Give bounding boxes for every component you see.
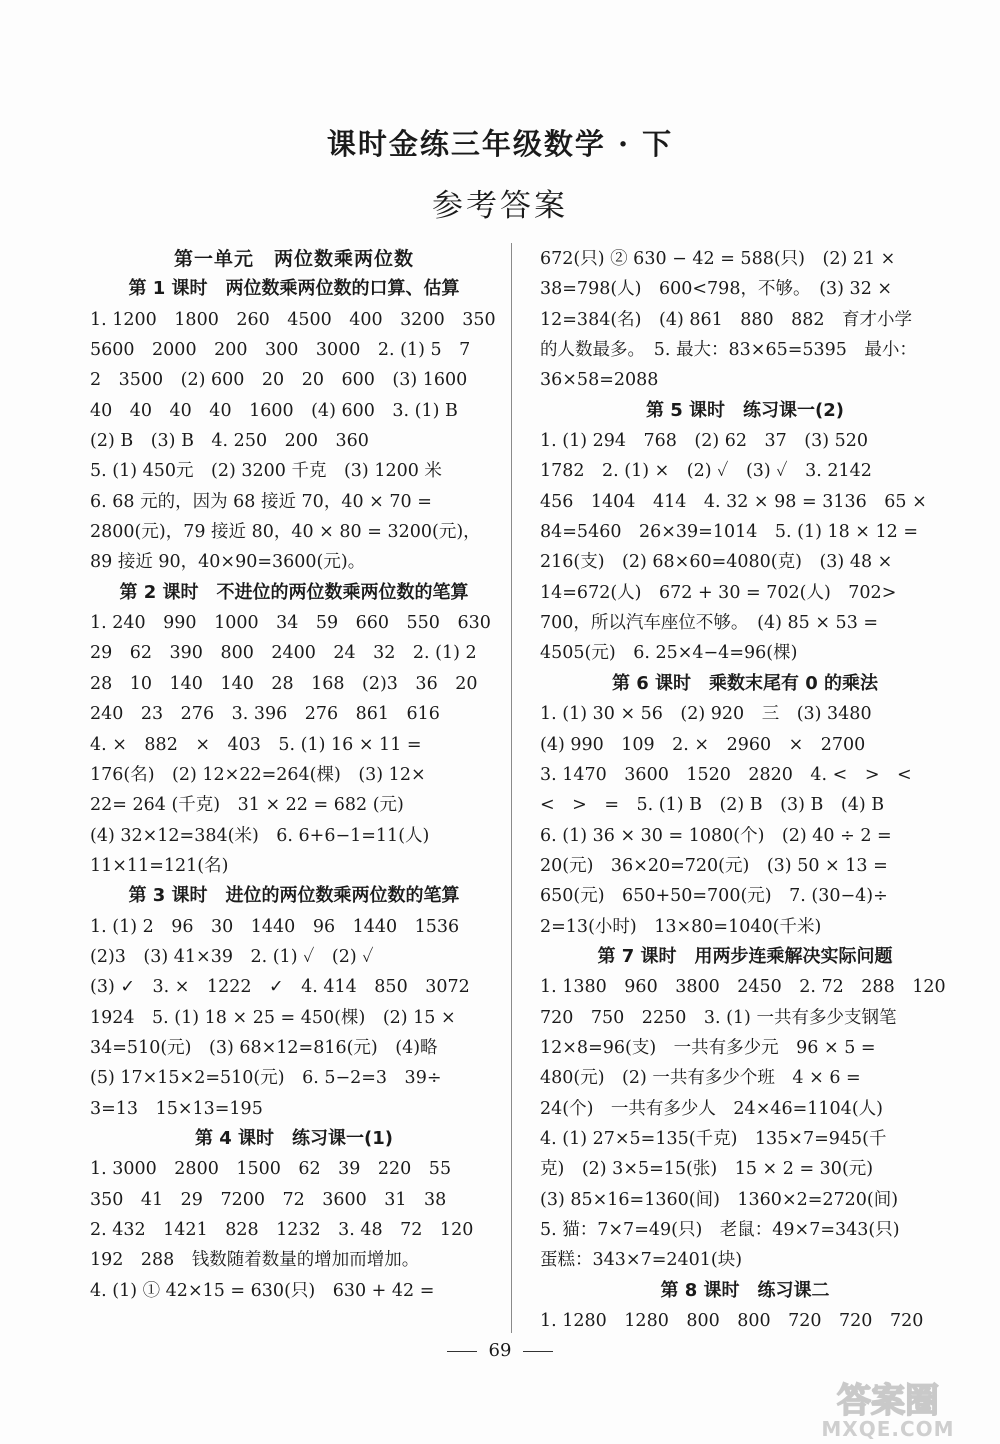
watermark-logo <box>790 1376 986 1440</box>
answer-line: 2. 432 1421 828 1232 3. 48 72 120 <box>90 1220 474 1240</box>
answer-line: 11×11=121(名) <box>90 855 229 876</box>
answer-line: 40 40 40 40 1600 (4) 600 3. (1) B <box>90 400 458 421</box>
lesson-heading: 第 6 课时 乘数末尾有 0 的乘法 <box>611 672 879 694</box>
answer-line: (4) 32×12=384(米) 6. 6+6−1=11(人) <box>90 825 430 846</box>
footer-dash-left <box>447 1351 477 1352</box>
answer-line: 1. 1380 960 3800 2450 2. 72 288 120 <box>540 977 946 998</box>
answer-line: 1. (1) 2 96 30 1440 96 1440 1536 <box>90 916 460 937</box>
lesson-heading: 第 5 课时 练习课一(2) <box>645 399 845 421</box>
answer-line: 5600 2000 200 300 3000 2. (1) 5 7 <box>90 340 471 361</box>
answer-line: 84=5460 26×39=1014 5. (1) 18 × 12 = <box>540 522 919 543</box>
lesson-heading: 第 7 课时 用两步连乘解决实际问题 <box>597 945 893 967</box>
lesson-heading: 第 1 课时 两位数乘两位数的口算、估算 <box>128 278 460 300</box>
answer-line: 2800(元)，79 接近 80，40 × 80 = 3200(元)， <box>90 522 481 543</box>
answer-line: 1. 3000 2800 1500 62 39 220 55 <box>90 1159 452 1180</box>
answer-line: 蛋糕：343×7=2401(块) <box>540 1250 743 1271</box>
answer-column-left <box>90 244 498 1306</box>
answer-line: 4. (1) ① 42×15 = 630(只) 630 + 42 = <box>90 1280 435 1301</box>
page-number-footer <box>0 1340 1000 1361</box>
answer-line: 6. 68 元的，因为 68 接近 70，40 × 70 = <box>90 491 432 512</box>
answer-line: 4505(元) 6. 25×4−4=96(棵) <box>540 643 798 664</box>
page-title: 课时金练三年级数学 · 下 <box>326 127 674 161</box>
answer-line: (2) B (3) B 4. 250 200 360 <box>90 431 369 452</box>
lesson-heading: 第 3 课时 进位的两位数乘两位数的笔算 <box>128 885 460 907</box>
unit-heading: 第一单元 两位数乘两位数 <box>173 248 414 270</box>
lesson-heading: 第 2 课时 不进位的两位数乘两位数的笔算 <box>119 581 469 603</box>
answer-line: 350 41 29 7200 72 3600 31 38 <box>90 1189 447 1210</box>
answer-line: 650(元) 650+50=700(元) 7. (30−4)÷ <box>540 886 888 907</box>
answer-line: 240 23 276 3. 396 276 861 616 <box>90 704 440 725</box>
page-number: 69 <box>488 1340 512 1361</box>
lesson-heading: 第 4 课时 练习课一(1) <box>194 1127 394 1149</box>
answer-line: 的人数最多。 5. 最大：83×65=5395 最小： <box>540 340 917 361</box>
answer-line: 4. (1) 27×5=135(千克) 135×7=945(千 <box>540 1128 887 1149</box>
answer-line: 456 1404 414 4. 32 × 98 = 3136 65 × <box>540 491 927 512</box>
answer-line: 720 750 2250 3. (1) 一共有多少支钢笔 <box>540 1007 897 1028</box>
answer-line: 1. (1) 294 768 (2) 62 37 (3) 520 <box>540 431 869 452</box>
answer-column-right <box>540 244 950 1336</box>
answer-line: 24(个) 一共有多少人 24×46=1104(人) <box>540 1098 883 1119</box>
answer-line: 12×8=96(支) 一共有多少元 96 × 5 = <box>540 1037 876 1058</box>
answer-line: (4) 990 109 2. × 2960 × 2700 <box>540 734 866 755</box>
column-divider <box>511 243 512 1333</box>
answer-line: (3) 85×16=1360(间) 1360×2=2720(间) <box>540 1189 899 1210</box>
answer-line: 1924 5. (1) 18 × 25 = 450(棵) (2) 15 × <box>90 1007 456 1028</box>
answer-line: (2)3 (3) 41×39 2. (1) ✓ (2) ✓ <box>90 946 374 967</box>
answer-line: 216(支) (2) 68×60=4080(克) (3) 48 × <box>540 552 893 573</box>
answer-line: 22= 264 (千克) 31 × 22 = 682 (元) <box>90 795 404 816</box>
answer-line: 1. 1200 1800 260 4500 400 3200 350 <box>90 309 496 330</box>
answer-line: 1. 240 990 1000 34 59 660 550 630 <box>90 613 491 634</box>
answer-line: 20(元) 36×20=720(元) (3) 50 × 13 = <box>540 855 888 876</box>
answer-line: 2 3500 (2) 600 20 20 600 (3) 1600 <box>90 370 468 391</box>
answer-line: 38=798(人) 600<798，不够。 (3) 32 × <box>540 279 893 300</box>
answer-line: 5. 猫：7×7=49(只) 老鼠：49×7=343(只) <box>540 1220 900 1240</box>
answer-line: (3) ✓ 3. × 1222 ✓ 4. 414 850 3072 <box>90 977 470 998</box>
answer-line: (5) 17×15×2=510(元) 6. 5−2=3 39÷ <box>90 1068 442 1089</box>
answer-line: 480(元) (2) 一共有多少个班 4 × 6 = <box>540 1068 861 1089</box>
answer-line: 28 10 140 140 28 168 (2)3 36 20 <box>90 673 478 694</box>
answer-line: 29 62 390 800 2400 24 32 2. (1) 2 <box>90 643 477 664</box>
lesson-heading: 第 8 课时 练习课二 <box>660 1279 830 1301</box>
answer-line: 6. (1) 36 × 30 = 1080(个) (2) 40 ÷ 2 = <box>540 825 892 846</box>
answer-line: 14=672(人) 672 + 30 = 702(人) 702> <box>540 582 897 603</box>
answer-line: 3=13 15×13=195 <box>90 1098 263 1119</box>
answer-line: 700，所以汽车座位不够。 (4) 85 × 53 = <box>540 613 879 634</box>
answer-line: 5. (1) 450元 (2) 3200 千克 (3) 1200 米 <box>90 461 442 482</box>
answer-line: 89 接近 90，40×90=3600(元)。 <box>90 552 366 573</box>
page-subtitle: 参考答案 <box>432 188 568 224</box>
answer-line: 1. (1) 30 × 56 (2) 920 三 (3) 3480 <box>540 704 872 725</box>
answer-line: 1. 1280 1280 800 800 720 720 720 <box>540 1311 924 1332</box>
answer-line: 34=510(元) (3) 68×12=816(元) (4)略 <box>90 1037 438 1058</box>
answer-line: 1782 2. (1) × (2) ✓ (3) ✓ 3. 2142 <box>540 461 872 482</box>
answer-line: 3. 1470 3600 1520 2820 4. < > < <box>540 764 912 785</box>
answer-line: 672(只) ② 630 − 42 = 588(只) (2) 21 × <box>540 249 896 269</box>
answer-line: 176(名) (2) 12×22=264(棵) (3) 12× <box>90 764 426 785</box>
answer-line: 192 288 钱数随着数量的增加而增加。 <box>90 1250 420 1271</box>
answer-line: 4. × 882 × 403 5. (1) 16 × 11 = <box>90 734 422 755</box>
footer-dash-right <box>523 1351 553 1352</box>
answer-line: 2=13(小时) 13×80=1040(千米) <box>540 916 822 937</box>
answer-line: 36×58=2088 <box>540 370 659 391</box>
answer-line: 克) (2) 3×5=15(张) 15 × 2 = 30(元) <box>540 1159 874 1180</box>
watermark-url-text: MXQE.COM <box>821 1417 955 1440</box>
answer-line: < > = 5. (1) B (2) B (3) B (4) B <box>540 795 885 816</box>
answer-line: 12=384(名) (4) 861 880 882 育才小学 <box>540 309 913 330</box>
watermark-logo-text: 答案圈 <box>837 1381 939 1421</box>
